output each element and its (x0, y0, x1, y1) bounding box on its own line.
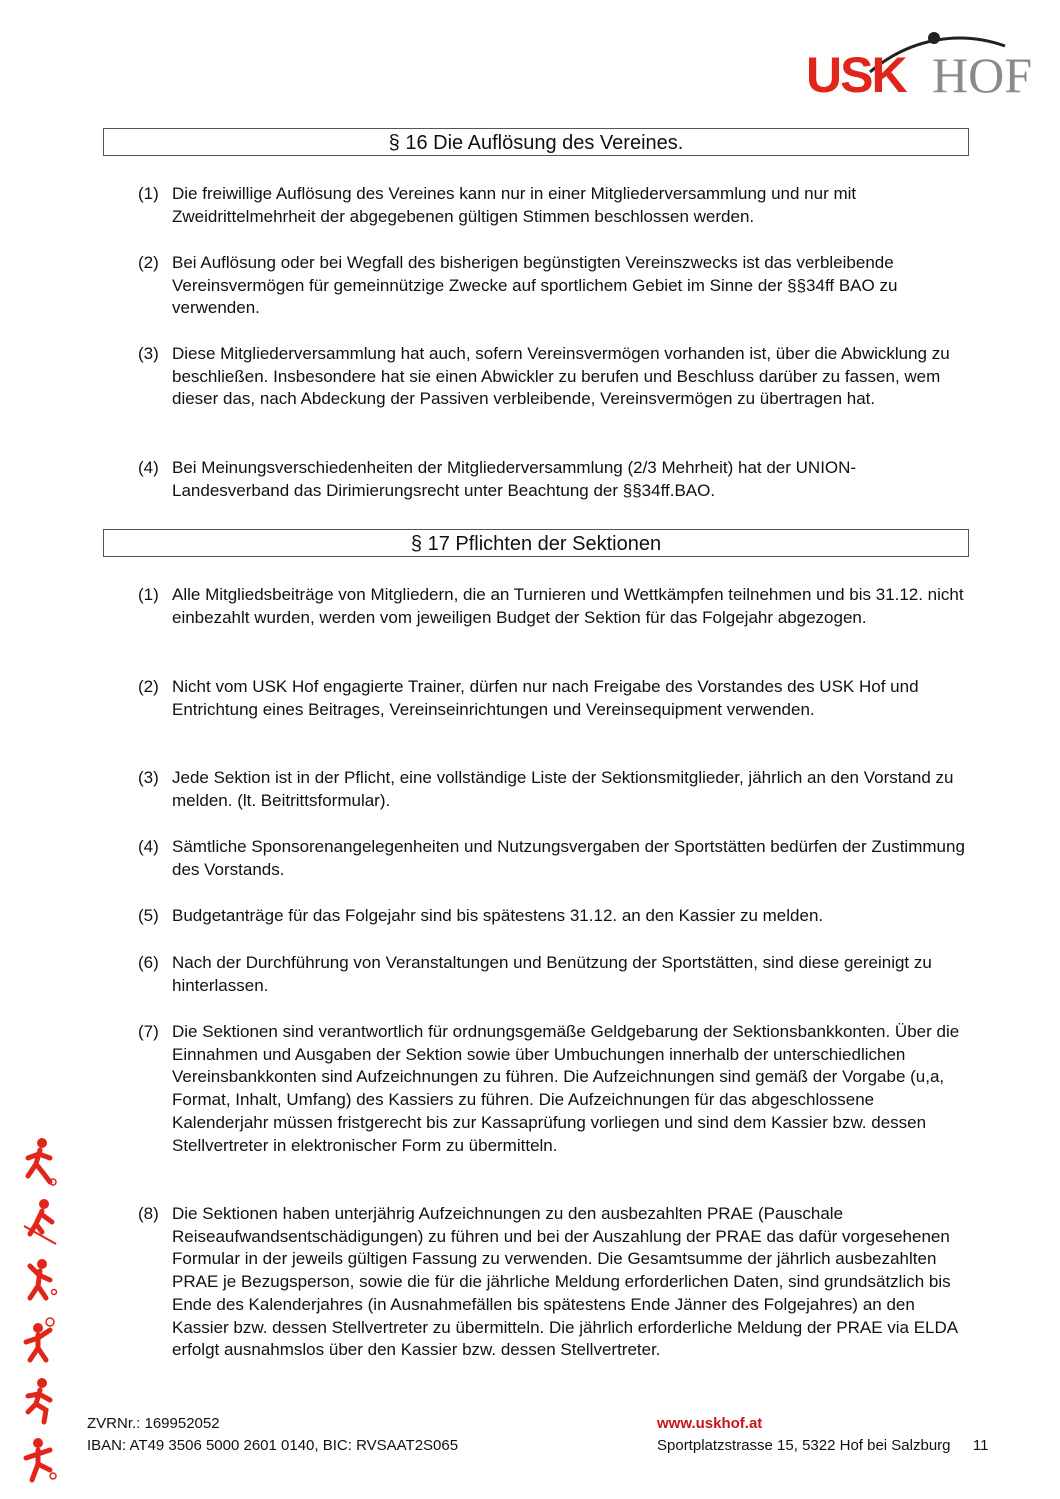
section-16-heading: § 16 Die Auflösung des Vereines. (103, 128, 969, 156)
section-16-item-1 (138, 183, 973, 228)
footer-right (657, 1413, 988, 1457)
footer-left (87, 1413, 458, 1457)
item-text: Diese Mitgliederversammlung hat auch, sofern Vereinsvermögen vorhanden ist, über die Abwicklung zu beschließen. Insbesondere hat sie einen Abwickler zu berufen und Beschluss darüber zu fassen, wem dieser das, nach Abdeckung der Passiven verbleibende, Vereinsvermögen zu übertragen hat. (172, 344, 950, 409)
footer-bank-details: IBAN: AT49 3506 5000 2601 0140, BIC: RVSAAT2S065 (87, 1437, 459, 1454)
section-17-item-1 (138, 584, 973, 629)
section-16-item-2 (138, 252, 973, 320)
section-17-item-5 (138, 905, 973, 928)
section-17-item-6 (138, 952, 973, 997)
logo-usk-text: USK (806, 47, 906, 103)
item-number: (8) (138, 1204, 159, 1223)
item-number: (4) (138, 837, 159, 856)
item-number: (3) (138, 768, 159, 787)
item-number: (2) (138, 253, 159, 272)
item-text: Bei Auflösung oder bei Wegfall des bisherigen begünstigten Vereinszwecks ist das verbleibende Vereinsvermögen für gemeinnützige Zwecke auf sportlichem Gebiet im Sinne der §§34ff BAO zu verwenden. (172, 253, 898, 318)
section-17-item-3 (138, 767, 973, 812)
item-text: Bei Meinungsverschiedenheiten der Mitgliederversammlung (2/3 Mehrheit) hat der UNION-Landesverband das Dirimierungsrecht unter Beachtung der §§34ff.BAO. (172, 458, 857, 500)
item-number: (4) (138, 458, 159, 477)
logo-hof-text: HOF (932, 47, 1033, 103)
usk-hof-logo (800, 28, 1040, 104)
section-17-item-8 (138, 1203, 973, 1362)
section-16-item-3 (138, 343, 973, 411)
item-text: Alle Mitgliedsbeiträge von Mitgliedern, die an Turnieren und Wettkämpfen teilnehmen und bis 31.12. nicht einbezahlt wurden, werden vom jeweiligen Budget der Sektion für das Folgejahr abgezogen. (172, 585, 964, 627)
item-number: (7) (138, 1022, 159, 1041)
volleyball-player-icon (22, 1316, 58, 1368)
item-text: Nicht vom USK Hof engagierte Trainer, dürfen nur nach Freigabe des Vorstandes des USK Hof und Entrichtung eines Beitrages, Vereinseinrichtungen und Vereinsequipment verwenden. (172, 677, 919, 719)
item-text: Sämtliche Sponsorenangelegenheiten und Nutzungsvergaben der Sportstätten bedürfen der Zustimmung des Vorstands. (172, 837, 965, 879)
section-17-heading: § 17 Pflichten der Sektionen (103, 529, 969, 557)
football-player-icon (22, 1136, 58, 1188)
runner-icon (22, 1376, 58, 1428)
item-text: Die Sektionen haben unterjährig Aufzeichnungen zu den ausbezahlten PRAE (Pauschale Reiseaufwandsentschädigungen) zu führen und bei der Auszahlung der PRAE das dafür vorgesehenen Formular in der jeweils gültigen Fassung zu verwenden. Die Gesamtsumme der jährlich ausbezahlten PRAE je Bezugsperson, sowie die für die jährliche Meldung erforderlichen Daten, sind grundsätzlich bis Ende des Kalenderjahres (in Ausnahmefällen bis spätestens Ende Jänner des Folgejahres) an den Kassier bzw. dessen Stellvertreter zu übermitteln. Die jährlich erforderliche Meldung der PRAE via ELDA erfolgt ausnahmslos über den Kassier bzw. dessen Stellvertreter. (172, 1204, 958, 1360)
section-17-item-4 (138, 836, 973, 881)
footer-zvr: ZVRNr.: 169952052 (87, 1415, 220, 1432)
item-text: Die freiwillige Auflösung des Vereines kann nur in einer Mitgliederversammlung und nur mit Zweidrittelmehrheit der abgegebenen gültigen Stimmen beschlossen werden. (172, 184, 857, 226)
page-number: 11 (972, 1437, 989, 1454)
section-17-item-7 (138, 1021, 973, 1157)
item-number: (6) (138, 953, 159, 972)
item-number: (1) (138, 184, 159, 203)
item-number: (2) (138, 677, 159, 696)
item-text: Nach der Durchführung von Veranstaltungen und Benützung der Sportstätten, sind diese gereinigt zu hinterlassen. (172, 953, 932, 995)
skier-icon (22, 1196, 58, 1248)
item-number: (1) (138, 585, 159, 604)
section-17-item-2 (138, 676, 973, 721)
item-text: Budgetanträge für das Folgejahr sind bis spätestens 31.12. an den Kassier zu melden. (172, 906, 824, 925)
item-number: (3) (138, 344, 159, 363)
item-text: Die Sektionen sind verantwortlich für ordnungsgemäße Geldgebarung der Sektionsbankkonten. Über die Einnahmen und Ausgaben der Sektion sowie über Umbuchungen innerhalb der unterschiedlichen Vereinsbankkonten sind Aufzeichnungen zu führen. Die Aufzeichnungen sind gemäß der Vorgabe (u,a, Format, Inhalt, Umfang) des Kassiers zu führen. Die Aufzeichnungen für das abgeschlossene Kalenderjahr müssen fristgerecht bis zur Kassaprüfung vorliegen und sind dem Kassier bzw. dessen Stellvertreter in elektronischer Form zu übermitteln. (172, 1022, 960, 1155)
section-16-item-4 (138, 457, 973, 502)
soccer-kick-icon (22, 1436, 58, 1488)
footer-website-link[interactable]: www.uskhof.at (657, 1415, 763, 1432)
tennis-player-icon (22, 1256, 58, 1308)
footer-address-line (657, 1435, 988, 1457)
sport-icons-column (22, 1136, 62, 1496)
item-number: (5) (138, 906, 159, 925)
footer-address: Sportplatzstrasse 15, 5322 Hof bei Salzburg (657, 1437, 951, 1454)
item-text: Jede Sektion ist in der Pflicht, eine vollständige Liste der Sektionsmitglieder, jährlich an den Vorstand zu melden. (lt. Beitrittsformular). (172, 768, 954, 810)
